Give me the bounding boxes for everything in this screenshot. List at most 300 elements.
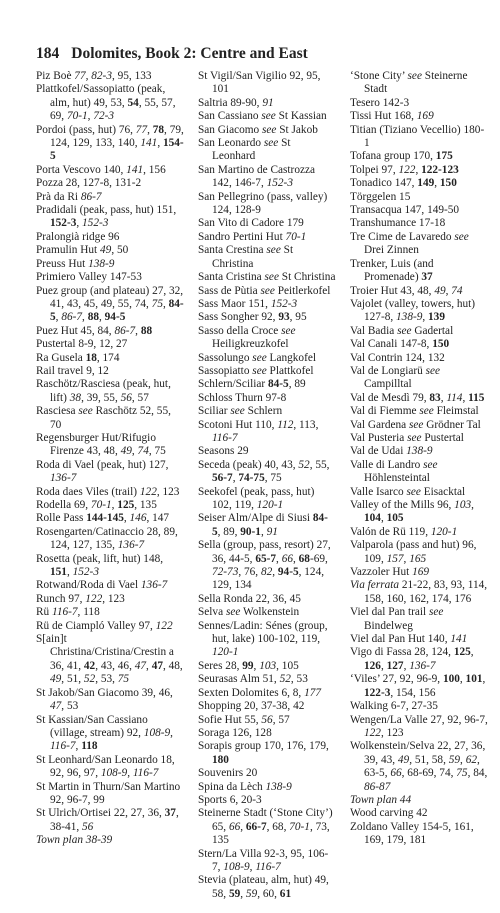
index-entry-text: 120-1 <box>430 525 458 538</box>
index-entry-text: 38 <box>69 391 82 404</box>
index-entry-text: , 55, <box>309 458 330 471</box>
index-entry-text: Pozza 28, 127-8, 131-2 <box>36 177 142 190</box>
index-entry-text: 47 <box>50 700 62 713</box>
index-entry-text: St Kassian/San Cassiano (village, stream) 92, <box>36 713 148 739</box>
index-entry-text: Town plan 44 <box>350 793 412 806</box>
index-entry-text: 101 <box>465 673 483 686</box>
index-entry-text: 47 <box>134 659 147 672</box>
index-entry <box>198 512 336 539</box>
index-entry-text: 70-1 <box>289 820 310 833</box>
index-entry-text: 75 <box>151 297 163 310</box>
index-entry-text: 82 <box>260 566 273 579</box>
index-entry <box>36 124 184 164</box>
book-title: Dolomites, Book 2: Centre and East <box>71 45 308 62</box>
index-entry-text: , <box>403 659 410 672</box>
index-entry-text: 37 <box>421 271 433 284</box>
index-entry-text: Val Gardena <box>350 418 409 431</box>
index-entry-text: , <box>253 659 260 672</box>
index-entry-text: , <box>272 566 278 579</box>
index-entry-text: see <box>263 137 279 150</box>
index-entry-text: 118 <box>81 740 98 753</box>
index-entry-text: see <box>78 405 93 418</box>
index-entry-text: 100 <box>442 673 460 686</box>
index-entry-text: Transhumance 17-18 <box>350 217 446 230</box>
index-entry-text: Schlern <box>244 405 283 418</box>
index-entry <box>36 378 184 405</box>
index-entry <box>198 794 336 807</box>
index-entry-text: 49 <box>100 244 112 257</box>
index-entry-text: see <box>281 324 296 337</box>
index-entry-text: 157 <box>386 552 404 565</box>
index-entry-text: Wolkenstein <box>240 606 300 619</box>
index-entry-text: Steinerne Stadt (‘Stone City’) 65, <box>198 807 333 833</box>
index-entry <box>350 97 488 110</box>
index-entry-text: 108-9 <box>100 767 128 780</box>
index-entry <box>350 258 488 285</box>
index-entry-text: 116-7 <box>52 606 78 619</box>
index-entry <box>198 392 336 405</box>
index-entry-text: Pordoi (pass, hut) 76, <box>36 123 136 136</box>
index-entry <box>36 486 184 499</box>
index-entry-text: 104 <box>364 512 381 525</box>
index-entry <box>198 848 336 875</box>
index-entry-text: , 95 <box>289 311 307 324</box>
index-entry <box>36 553 184 580</box>
index-entry-text: , 79, 124, 129, 133, 140, <box>50 123 184 150</box>
index-entry-text: St Leonhard/San Leonardo 18, 92, 96, 97, <box>36 753 175 780</box>
index-entry-text: Drei Zinnen <box>364 244 419 257</box>
index-entry-text: Sciliar <box>198 405 231 418</box>
index-entry <box>350 499 488 526</box>
index-entry <box>36 231 184 244</box>
index-entry-text: , <box>82 311 88 324</box>
index-entry-text: , 154, 156 <box>390 686 436 699</box>
index-entry-text: 75 <box>456 767 468 780</box>
index-entry-text: Sella (group, pass, resort) 27, 36, 44-5, <box>198 539 331 565</box>
index-entry-text: 72-3 <box>93 110 115 123</box>
index-entry-text: 177 <box>304 686 322 699</box>
index-entry <box>198 164 336 191</box>
index-entry-text: 138-9 <box>88 257 115 270</box>
index-entry <box>350 740 488 794</box>
index-entry-text: 141 <box>140 137 158 150</box>
index-entry-text: 152-3 <box>50 217 77 230</box>
index-entry <box>198 807 336 847</box>
index-entry-text: , 53 <box>290 673 308 686</box>
index-entry-text: , 51, 58, <box>409 753 449 766</box>
index-entry-text: , <box>135 324 141 337</box>
index-entry-text: 52 <box>298 458 310 471</box>
index-entry-text: 93 <box>278 311 290 324</box>
index-entry-text: 84-5 <box>50 297 184 324</box>
index-entry-text: 138-9 <box>396 311 423 324</box>
index-entry-text: see <box>261 110 276 123</box>
index-entry-text: 90-1 <box>240 525 261 538</box>
index-entry-text: 3 <box>106 70 112 82</box>
index-entry-text: Tissi Hut 168, <box>350 110 417 123</box>
index-entry-text: 141 <box>126 163 144 176</box>
index-entry-text: , <box>470 646 474 659</box>
index-entry-text: Grödner Tal <box>423 418 481 431</box>
index-entry-text: 175 <box>435 150 453 163</box>
index-entry-text: 70-1 <box>66 110 88 123</box>
index-entry <box>350 807 488 820</box>
index-entry-text: 88 <box>140 324 153 337</box>
index-entry-text: see <box>260 284 275 297</box>
index-entry-text: Seceda (peak) 40, 43, <box>198 458 299 471</box>
index-entry <box>198 687 336 700</box>
index-entry-text: Santa Cristina <box>198 271 265 284</box>
index-entry-text: , <box>55 311 62 324</box>
index-entry-text: 125 <box>453 646 471 659</box>
index-entry-text: see <box>266 244 281 257</box>
index-entry <box>36 258 184 271</box>
index-entry-text: 125 <box>117 499 135 511</box>
index-entry-text: -69, <box>309 552 328 565</box>
index-entry-text: , 76, <box>238 566 261 579</box>
index-entry-text: 42 <box>83 659 96 672</box>
index-entry-text: , <box>240 887 246 900</box>
index-entry-text: St Kassian <box>275 110 327 123</box>
index-entry-text: see <box>429 606 444 619</box>
index-entry-text: Plattkofel <box>266 364 314 377</box>
index-entry-text: Valón de Rü 119, <box>350 525 431 538</box>
index-entry-text: 108-9 <box>223 860 250 873</box>
index-entry-text: , 57 <box>272 713 290 726</box>
index-entry-text: , <box>482 673 486 686</box>
index-entry-text: Langkofel <box>266 351 316 364</box>
index-entry <box>350 459 488 486</box>
index-entry-text: 21-22, 83, 93, 114, 158, 160, 162, 174, 176 <box>364 579 488 605</box>
index-entry <box>36 70 184 83</box>
index-entry-text: 149 <box>417 177 435 190</box>
index-entry-text: Sennes/Ladin: Sénes (group, hut, lake) 100-102, 119, <box>198 619 328 646</box>
index-entry-text: , <box>98 311 105 324</box>
index-entry-text: Souvenirs 20 <box>198 767 258 780</box>
index-entry <box>198 325 336 352</box>
index-entry <box>198 231 336 244</box>
index-entry-text: 88 <box>87 311 99 324</box>
index-entry <box>350 633 488 646</box>
index-entry-text: Pustertal 8-9, 12, 27 <box>36 338 128 351</box>
index-entry-text: , <box>380 659 387 672</box>
index-entry-text: Campilltal <box>364 378 412 391</box>
index-entry-text: Val de Longiarü <box>350 364 426 377</box>
index-entry-text: Sorapis group 170, 176, 179, <box>198 740 329 753</box>
index-entry-text: Primiero Valley 147-53 <box>36 271 142 284</box>
index-entry-text: 120-1 <box>256 499 284 511</box>
index-entry-text: 136-7 <box>140 579 168 592</box>
index-entry <box>350 150 488 163</box>
index-entry-text: , <box>471 499 474 511</box>
index-entry-text: 83 <box>429 391 441 404</box>
index-entry-text: 169 <box>412 566 430 579</box>
index-entry-text: 99 <box>242 659 254 672</box>
index-entry-text: 66 <box>390 767 402 780</box>
index-entry-text: see <box>225 606 241 619</box>
index-entry <box>36 687 184 714</box>
index-entry <box>350 352 488 365</box>
index-entry-text: 49 <box>50 673 62 686</box>
running-header <box>36 44 488 64</box>
index-entry-text: Val Badia <box>350 324 398 337</box>
index-entry <box>36 405 184 432</box>
index-entry-text: Roda daes Viles (trail) <box>36 485 140 498</box>
index-entry-text: 18 <box>85 351 97 364</box>
index-entry-text: , 51, <box>61 673 84 686</box>
index-entry-text: Sassolungo <box>198 351 253 364</box>
index-entry-text: , 50 <box>111 244 129 257</box>
index-entry-text: St Christina <box>278 271 336 284</box>
index-entry-text: Val Pusteria <box>350 431 408 444</box>
index-entry-text: 70-1 <box>90 499 112 511</box>
index-entry-text: , <box>147 123 153 136</box>
index-entry-text: Bindelweg <box>364 619 413 632</box>
index-entry-text: , 43, 46, <box>95 659 135 672</box>
index-entry-text: see <box>252 364 267 377</box>
index-entry-text: 122 <box>364 726 381 739</box>
index-entry <box>350 110 488 123</box>
index-entry-text: Walking 6-7, 27-35 <box>350 700 438 713</box>
index-entry-text: 56-7 <box>212 472 233 485</box>
index-entry-text: 77, 82 <box>74 70 103 82</box>
index-entry-text: Val de Mesdì 79, <box>350 391 430 404</box>
index-entry-text: 122 <box>85 592 103 605</box>
index-entry-text: Raschötz 52, 55, 70 <box>50 405 171 431</box>
index-entry-text: ‘Viles’ 27, 92, 96-9, <box>350 673 443 686</box>
index-entry <box>350 231 488 258</box>
index-entry-text: 116-7 <box>132 767 159 780</box>
index-entry <box>350 124 488 151</box>
index-entry-text: 136-7 <box>409 659 436 672</box>
index-entry-text: 56 <box>120 391 132 404</box>
index-entry <box>36 244 184 257</box>
index-entry-text: 68 <box>298 552 310 565</box>
index-entry <box>36 593 184 606</box>
page-number: 184 <box>36 45 60 62</box>
index-entry <box>350 285 488 298</box>
index-entry <box>350 177 488 190</box>
index-entry-text: Seiser Alm/Alpe di Siusi <box>198 512 313 525</box>
index-entry-text: Town plan 38-39 <box>36 834 113 847</box>
index-entry-text: , 89, <box>217 525 241 538</box>
index-entry-text: St Leonhard <box>212 137 291 163</box>
index-entry-text: , <box>434 177 440 190</box>
index-entry <box>36 177 184 190</box>
index-entry-text: Saltria 89-90, <box>198 96 263 109</box>
index-entry-text: Pradidali (peak, pass, hut) 151, <box>36 204 177 217</box>
index-entry-text: , <box>232 472 239 485</box>
index-entry-text: , 75 <box>148 445 166 458</box>
index-entry-text: Val Canali 147-8, <box>350 338 433 351</box>
index-entry-text: Trenker, Luis (and Promenade) <box>350 257 434 284</box>
index-entry-text: 72-73 <box>212 566 239 579</box>
index-entry-text: Tonadico 147, <box>350 177 418 190</box>
index-entry-text: Sasso della Croce <box>198 324 282 337</box>
index-entry-text: Pustertal <box>421 431 464 444</box>
index-entry-text: Stevia (plateau, alm, hut) 49, 58, <box>198 874 329 900</box>
index-entry <box>198 191 336 218</box>
index-entry <box>198 378 336 391</box>
index-entry <box>198 244 336 271</box>
index-entry-text: Rosetta (peak, lift, hut) 148, <box>36 552 164 565</box>
index-entry-text: , <box>127 767 133 780</box>
index-entry <box>198 740 336 767</box>
index-entry <box>350 432 488 445</box>
index-entry <box>198 419 336 446</box>
index-entry <box>36 83 184 123</box>
index-entry-text: Seres 28, <box>198 659 243 672</box>
index-entry-text: Sassopiatto <box>198 364 253 377</box>
index-entry-text: Prà da Ri <box>36 190 81 203</box>
index-entry-text: 116-7 <box>50 740 76 753</box>
index-entry-text: , 135 <box>134 499 157 511</box>
index-entry <box>36 807 184 834</box>
index-entry-text: , <box>87 110 94 123</box>
index-columns <box>36 70 488 901</box>
index-entry-text: Val Contrin 124, 132 <box>350 351 445 364</box>
index-entry-text: Rodella 69, <box>36 499 91 511</box>
index-entry-text: see <box>423 458 438 471</box>
index-entry-text: 49 <box>120 445 132 458</box>
index-entry-text: , <box>380 512 387 525</box>
index-entry-text: , <box>422 311 429 324</box>
index-entry <box>36 754 184 781</box>
index-entry <box>198 445 336 458</box>
index-entry-text: 165 <box>409 552 427 565</box>
index-entry-text: 146 <box>129 512 147 525</box>
index-entry <box>350 673 488 700</box>
index-entry <box>198 70 336 97</box>
index-entry-text: Sass Songher 92, <box>198 311 279 324</box>
index-entry-text: , <box>292 552 299 565</box>
index-entry-text: , 124, 129, 134 <box>212 566 325 592</box>
index-entry <box>36 834 184 847</box>
index-entry-text: 154-5 <box>50 137 184 163</box>
index-entry-text: , <box>403 552 410 565</box>
index-entry-text: Rü <box>36 606 53 619</box>
index-entry-text: 138-9 <box>265 780 292 793</box>
index-entry <box>36 432 184 459</box>
index-entry <box>350 445 488 458</box>
index-entry-text: 66-7 <box>245 820 267 833</box>
index-entry-text: , 174 <box>96 351 120 364</box>
index-entry-text: Roda di Vael (peak, hut) 127, <box>36 458 169 471</box>
index-entry-text: San Leonardo <box>198 137 264 150</box>
index-entry <box>350 646 488 673</box>
index-entry-text: San Vito di Cadore 179 <box>198 217 304 230</box>
index-entry-text: 70-1 <box>285 230 307 243</box>
index-entry-text: Sass de Pùtia <box>198 284 261 297</box>
index-entry-text: 65-7 <box>255 552 277 565</box>
index-entry-text: 152-3 <box>82 217 109 230</box>
index-entry <box>198 405 336 418</box>
index-entry-text: 59 <box>448 753 461 766</box>
index-entry-text: , <box>440 391 447 404</box>
index-entry-text: Pralongià ridge 96 <box>36 230 120 243</box>
index-entry-text: 77 <box>135 123 148 136</box>
index-column-3 <box>350 70 488 901</box>
index-entry-text: Rü de Ciampló Valley 97, <box>36 619 156 632</box>
index-entry-text: 150 <box>439 177 457 190</box>
index-entry-text: 62 <box>465 753 477 766</box>
index-entry <box>36 459 184 486</box>
index-entry-text: Tre Cime de Lavaredo <box>350 230 455 243</box>
index-entry <box>350 204 488 217</box>
index-entry <box>198 781 336 794</box>
index-entry-text: 52 <box>279 673 291 686</box>
index-entry <box>36 191 184 204</box>
index-entry <box>36 512 184 525</box>
index-entry <box>350 191 488 204</box>
index-entry <box>198 660 336 673</box>
index-entry-text: 52 <box>83 673 96 686</box>
index-entry-text: , <box>460 753 466 766</box>
index-entry <box>198 767 336 780</box>
index-entry-text: , <box>260 525 267 538</box>
index-entry <box>198 97 336 110</box>
index-entry <box>350 566 488 579</box>
index-entry-text: 78 <box>152 123 165 136</box>
index-entry-text: 152-3 <box>270 297 298 310</box>
index-entry-text: , <box>75 740 82 753</box>
index-entry <box>350 298 488 325</box>
index-entry-text: Sofie Hut 55, <box>198 713 262 726</box>
index-entry-text: Wengen/La Valle 27, 92, 96-7, <box>350 713 488 726</box>
index-entry <box>350 539 488 566</box>
index-entry <box>36 338 184 351</box>
index-entry <box>350 325 488 338</box>
index-entry-text: , 48, <box>162 659 183 672</box>
index-entry-text: Preuss Hut <box>36 257 89 270</box>
index-entry-text: Valle di Landro <box>350 458 424 471</box>
index-entry-text: Vazzoler Hut <box>350 566 413 579</box>
index-entry-text: , 89 <box>288 378 306 391</box>
index-entry-text: 105 <box>386 512 404 525</box>
index-entry-text: Peitlerkofel <box>274 284 331 297</box>
index-entry-text: , 95, 133 <box>111 70 152 82</box>
index-entry-text: Via ferrata <box>350 579 400 592</box>
index-entry <box>36 164 184 177</box>
index-entry-text: San Cassiano <box>198 110 262 123</box>
index-entry-text: see <box>419 405 434 418</box>
index-entry-text: Rotwand/Roda di Vael <box>36 579 141 592</box>
index-entry <box>36 606 184 619</box>
index-entry-text: see <box>407 70 422 82</box>
index-entry-text: , 60, <box>257 887 280 900</box>
index-entry-text: , 118 <box>77 606 100 619</box>
index-entry-text: Scotoni Hut 110, <box>198 418 278 431</box>
index-entry-text: , 123 <box>380 726 404 739</box>
index-entry-text: see <box>406 485 421 498</box>
index-entry-text: see <box>425 364 441 377</box>
index-entry-text: Sports 6, 20-3 <box>198 793 262 806</box>
index-entry-text: see <box>407 431 422 444</box>
index-entry-text: 138-9 <box>406 445 433 458</box>
index-entry-text: Soraga 126, 128 <box>198 726 272 739</box>
index-entry-text: , <box>123 512 130 525</box>
index-entry <box>198 271 336 284</box>
index-entry-text: 144-145 <box>86 512 124 525</box>
index-entry-text: , <box>445 284 452 297</box>
index-entry-text: 136-7 <box>50 472 77 485</box>
index-entry-text: 150 <box>432 338 450 351</box>
index-entry-text: San Martino de Castrozza 142, 146-7, <box>198 163 316 190</box>
index-entry-text: , <box>66 566 73 579</box>
index-entry <box>36 365 184 378</box>
index-entry-text: , 113, <box>293 418 319 431</box>
index-entry-text: Tesero 142-3 <box>350 96 410 109</box>
